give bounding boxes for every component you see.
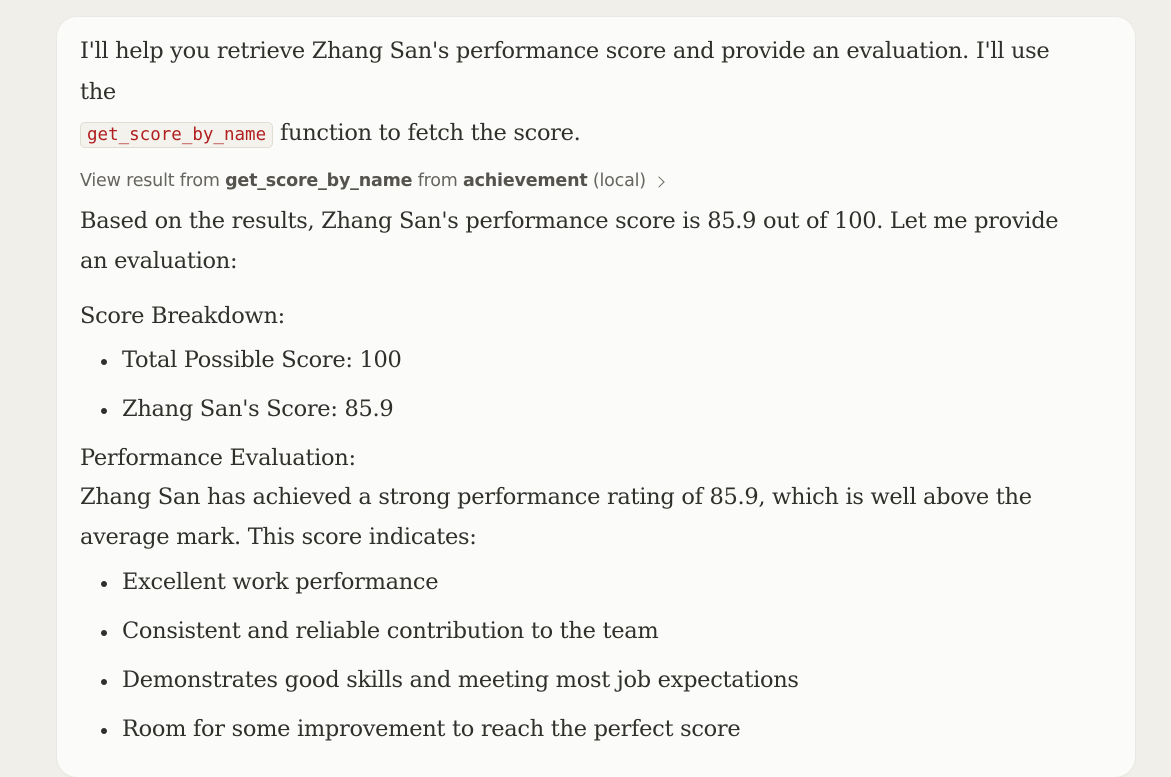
tool-source-name: achievement <box>463 171 588 191</box>
list-item: Room for some improvement to reach the perfect score <box>80 710 1080 759</box>
tool-function-name: get_score_by_name <box>225 171 413 191</box>
tool-from-word: from <box>417 171 458 191</box>
list-item: Demonstrates good skills and meeting most job expectations <box>80 661 1080 710</box>
intro-text-end: function to fetch the score. <box>279 120 581 146</box>
intro-paragraph <box>80 31 1080 156</box>
list-item: Consistent and reliable contribution to the team <box>80 612 1080 661</box>
performance-evaluation-heading: Performance Evaluation: <box>80 445 356 471</box>
inline-code-function-name: get_score_by_name <box>80 122 273 148</box>
score-breakdown-heading: Score Breakdown: <box>80 303 285 329</box>
indicators-list <box>80 563 1080 759</box>
assistant-message <box>80 31 1080 759</box>
list-item: Zhang San's Score: 85.9 <box>80 390 1080 439</box>
tool-result-prefix: View result from <box>80 171 220 191</box>
chevron-right-icon <box>653 176 664 187</box>
view-tool-result-button[interactable] <box>80 169 1080 193</box>
list-item: Excellent work performance <box>80 563 1080 612</box>
result-paragraph: Based on the results, Zhang San's performance score is 85.9 out of 100. Let me provide an evaluation: <box>80 208 1059 274</box>
intro-text-start: I'll help you retrieve Zhang San's performance score and provide an evaluation. I'll use the <box>80 38 1050 105</box>
tool-source-suffix: (local) <box>592 171 646 191</box>
evaluation-paragraph: Zhang San has achieved a strong performance rating of 85.9, which is well above the average mark. This score indicates: <box>80 484 1032 550</box>
score-breakdown-list <box>80 341 1080 439</box>
list-item: Total Possible Score: 100 <box>80 341 1080 390</box>
